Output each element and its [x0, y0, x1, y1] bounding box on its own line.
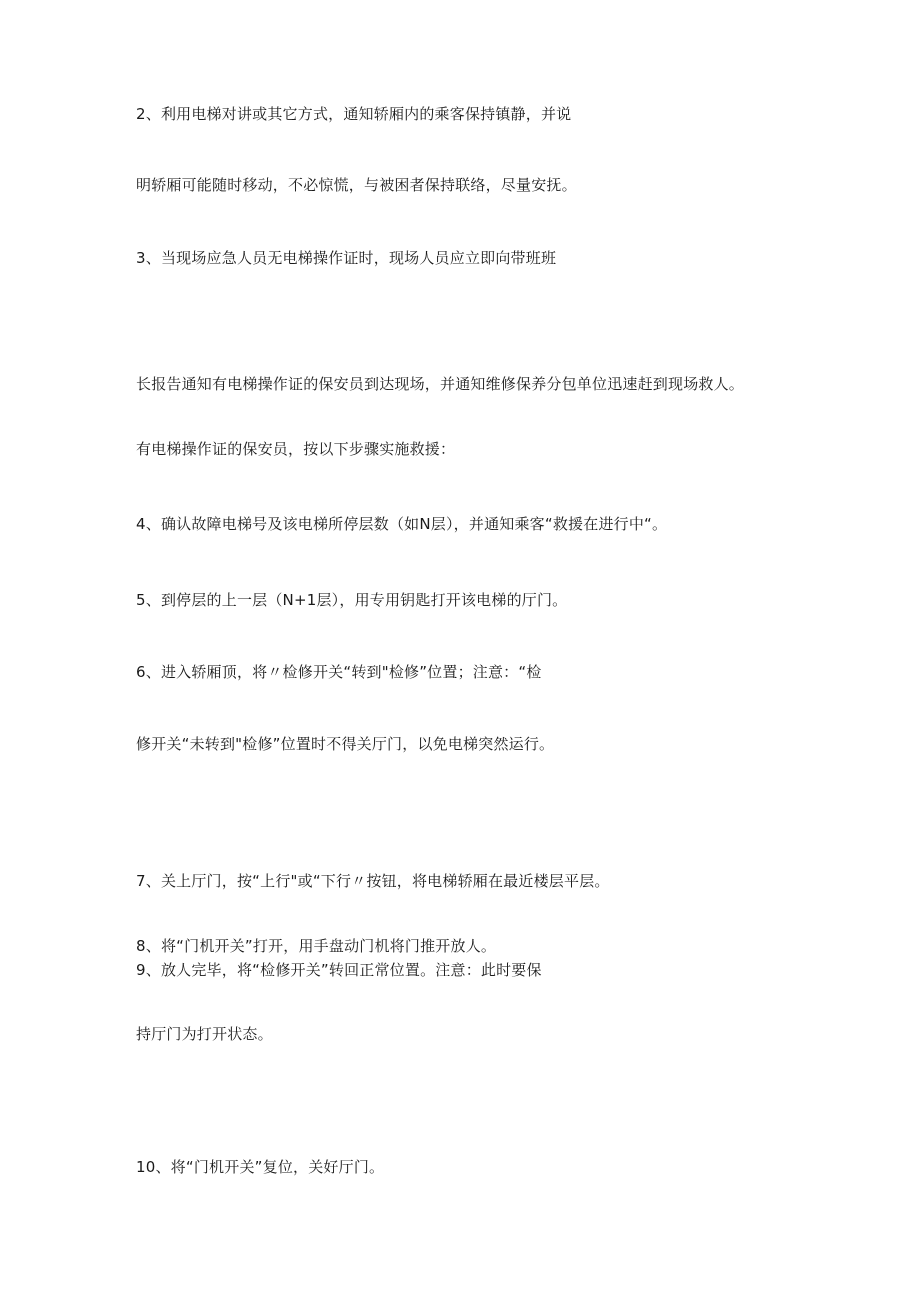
paragraph-line: 2、利用电梯对讲或其它方式，通知轿厢内的乘客保持镇静，并说: [136, 105, 572, 123]
paragraph-line: 10、将“门机开关”复位，关好厅门。: [136, 1158, 385, 1176]
paragraph-line: 7、关上厅门，按“上行"或“下行〃按钮，将电梯轿厢在最近楼层平层。: [136, 872, 610, 890]
paragraph-line: 3、当现场应急人员无电梯操作证时，现场人员应立即向带班班: [136, 249, 557, 267]
paragraph-line: 长报告通知有电梯操作证的保安员到达现场，并通知维修保养分包单位迅速赶到现场救人。: [136, 375, 745, 393]
paragraph-line: 明轿厢可能随时移动，不必惊慌，与被困者保持联络，尽量安抚。: [136, 176, 577, 194]
paragraph-line: 持厅门为打开状态。: [136, 1025, 273, 1043]
paragraph-line: 4、确认故障电梯号及该电梯所停层数（如N层），并通知乘客“救援在进行中“。: [136, 515, 668, 533]
paragraph-line: 有电梯操作证的保安员，按以下步骤实施救援：: [136, 440, 456, 458]
paragraph-line: 9、放人完毕，将“检修开关”转回正常位置。注意：此时要保: [136, 961, 542, 979]
paragraph-line: 5、到停层的上一层（N+1层），用专用钥匙打开该电梯的厅门。: [136, 591, 568, 609]
paragraph-line: 8、将“门机开关”打开，用手盘动门机将门推开放人。: [136, 937, 497, 955]
paragraph-line: 6、进入轿厢顶，将〃检修开关“转到"检修”位置；注意：“检: [136, 663, 542, 681]
paragraph-line: 修开关“未转到"检修”位置时不得关厅门，以免电梯突然运行。: [136, 735, 555, 753]
